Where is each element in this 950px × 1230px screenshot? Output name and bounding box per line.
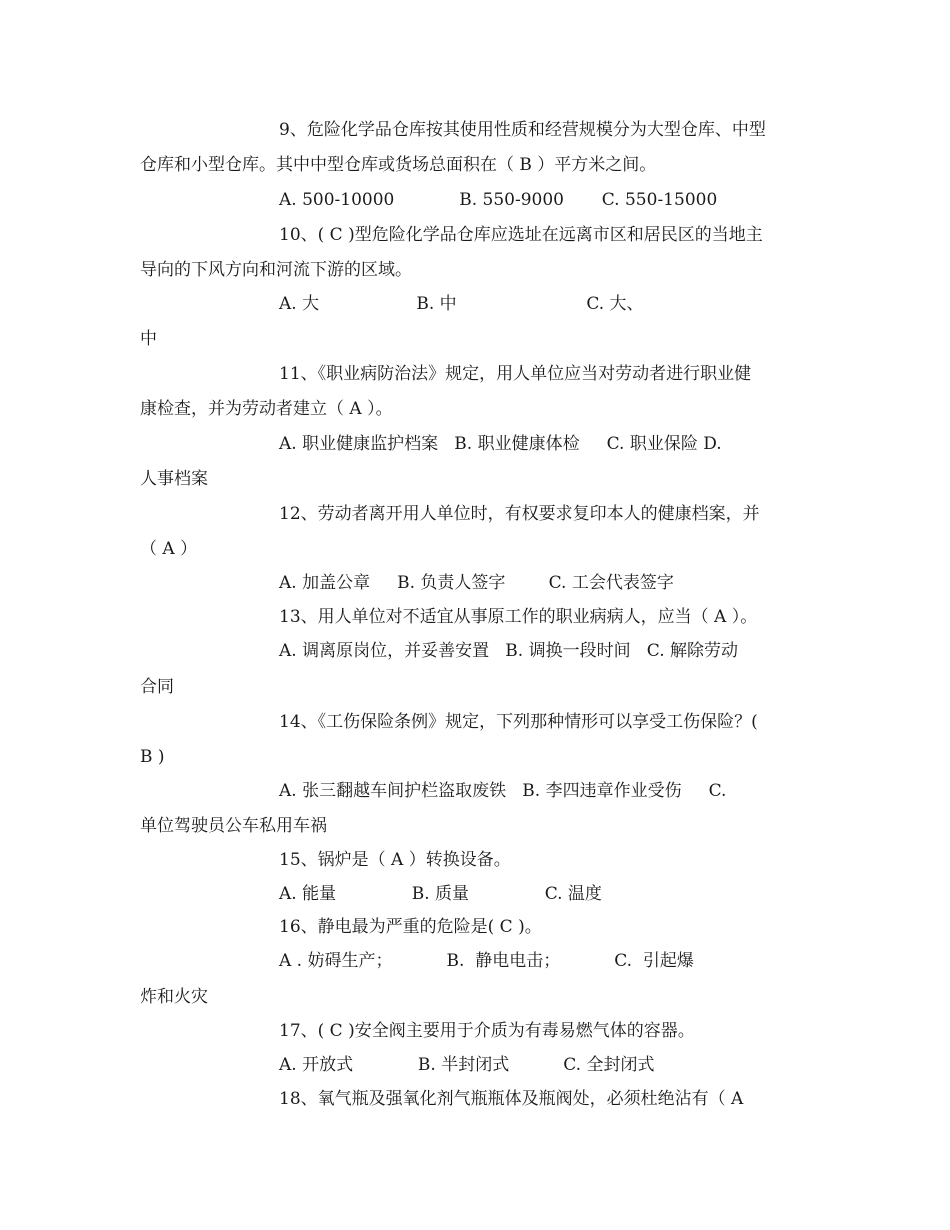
question-14-options-cont: 单位驾驶员公车私用车祸	[140, 816, 327, 836]
question-12-line-1: 12、劳动者离开用人单位时，有权要求复印本人的健康档案，并	[279, 504, 760, 524]
question-9-line-2: 仓库和小型仓库。其中中型仓库或货场总面积在（ B ）平方米之间。	[140, 155, 657, 175]
question-12-line-2: （ A ）	[140, 539, 198, 559]
question-18-line-1: 18、氧气瓶及强氧化剂气瓶瓶体及瓶阀处，必须杜绝沾有（ A	[279, 1089, 744, 1109]
question-9-line-1: 9、危险化学品仓库按其使用性质和经营规模分为大型仓库、中型	[279, 120, 766, 140]
question-10-line-1: 10、( C )型危险化学品仓库应选址在远离市区和居民区的当地主	[279, 225, 763, 245]
question-10-line-2: 导向的下风方向和河流下游的区域。	[140, 260, 412, 280]
question-17-options: A. 开放式 B. 半封闭式 C. 全封闭式	[279, 1055, 655, 1075]
question-17-line-1: 17、( C )安全阀主要用于介质为有毒易燃气体的容器。	[279, 1021, 695, 1041]
question-16-options-cont: 炸和火灾	[140, 987, 208, 1007]
question-13-line-1: 13、用人单位对不适宜从事原工作的职业病病人，应当（ A ）。	[279, 607, 758, 627]
question-14-line-1: 14、《工伤保险条例》规定，下列那种情形可以享受工伤保险？(	[279, 712, 758, 732]
question-13-options: A. 调离原岗位，并妥善安置 B. 调换一段时间 C. 解除劳动	[279, 641, 739, 661]
question-14-options: A. 张三翻越车间护栏盗取废铁 B. 李四违章作业受伤 C.	[279, 781, 727, 801]
question-15-options: A. 能量 B. 质量 C. 温度	[279, 884, 602, 904]
question-15-line-1: 15、锅炉是（ A ）转换设备。	[279, 850, 511, 870]
question-13-options-cont: 合同	[140, 677, 174, 697]
question-10-options-cont: 中	[140, 329, 157, 349]
question-9-options: A. 500-10000 B. 550-9000 C. 550-15000	[279, 190, 718, 210]
question-11-options: A. 职业健康监护档案 B. 职业健康体检 C. 职业保险 D.	[279, 434, 722, 454]
question-11-options-cont: 人事档案	[140, 469, 208, 489]
question-11-line-2: 康检查，并为劳动者建立（ A ）。	[140, 399, 393, 419]
question-12-options: A. 加盖公章 B. 负责人签字 C. 工会代表签字	[279, 573, 674, 593]
question-10-options: A. 大 B. 中 C. 大、	[279, 294, 644, 314]
question-16-options: A . 妨碍生产； B. 静电电击； C. 引起爆	[279, 951, 694, 971]
question-14-line-2: B )	[140, 747, 165, 767]
question-11-line-1: 11、《职业病防治法》规定，用人单位应当对劳动者进行职业健	[279, 364, 752, 384]
question-16-line-1: 16、静电最为严重的危险是( C )。	[279, 917, 542, 937]
